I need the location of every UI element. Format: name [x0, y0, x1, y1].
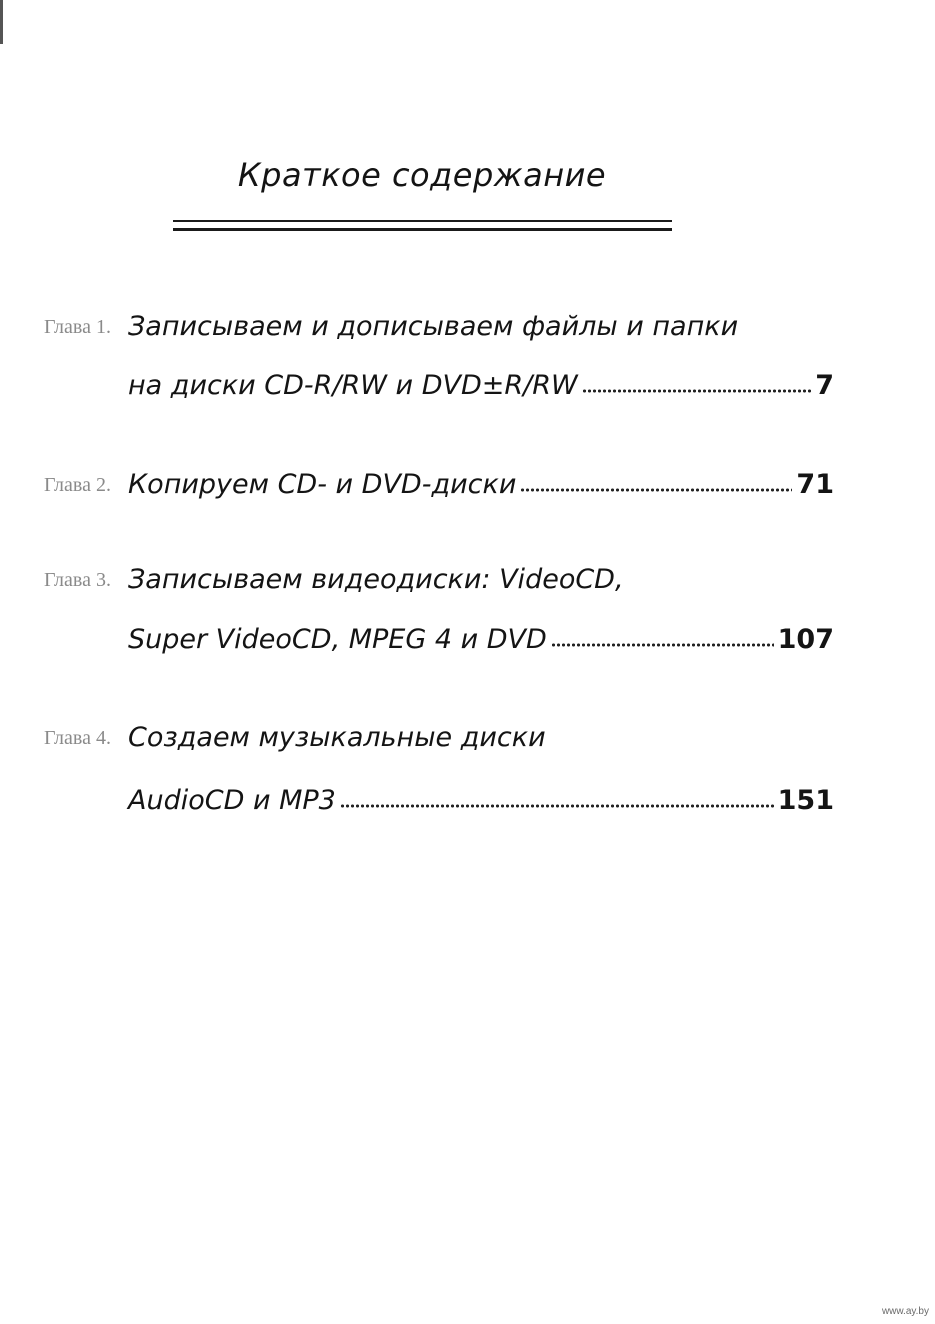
title-underline-thin — [173, 220, 672, 222]
chapter-3-title-text: Записываем видеодиски: VideoCD, — [128, 564, 624, 595]
chapter-3-prefix: Глава 3. — [44, 569, 111, 591]
scan-edge-mark — [0, 0, 3, 44]
chapter-4-title-line2 — [128, 785, 834, 816]
chapter-4-prefix: Глава 4. — [44, 727, 111, 749]
chapter-4-page-number: 151 — [777, 785, 834, 816]
chapter-2-prefix: Глава 2. — [44, 474, 111, 496]
chapter-4-title-text: Создаем музыкальные диски — [128, 722, 546, 753]
title-underline-thick — [173, 228, 672, 231]
watermark: www.ay.by — [881, 1306, 929, 1317]
chapter-1-title-text: Записываем и дописываем файлы и папки — [128, 311, 739, 342]
dot-leader — [520, 488, 792, 492]
chapter-2-page-number: 71 — [796, 469, 834, 500]
dot-leader — [340, 804, 774, 808]
chapter-4-title-line1 — [128, 722, 834, 753]
chapter-1-page-number: 7 — [815, 370, 834, 401]
chapter-2-title-line1 — [128, 469, 834, 500]
chapter-1-title-line1 — [128, 311, 834, 342]
chapter-3-title-line2 — [128, 624, 834, 655]
chapter-1-title-line2 — [128, 370, 834, 401]
chapter-2-title-text: Копируем CD- и DVD-диски — [128, 469, 517, 500]
chapter-3-page-number: 107 — [777, 624, 834, 655]
chapter-1-title-text-cont: на диски CD-R/RW и DVD±R/RW — [128, 370, 578, 401]
chapter-3-title-text-cont: Super VideoCD, MPEG 4 и DVD — [128, 624, 547, 655]
page-title: Краткое содержание — [237, 156, 607, 194]
dot-leader — [551, 643, 774, 647]
chapter-3-title-line1 — [128, 564, 834, 595]
chapter-1-prefix: Глава 1. — [44, 316, 111, 338]
chapter-4-title-text-cont: AudioCD и MP3 — [128, 785, 336, 816]
dot-leader — [582, 389, 812, 393]
